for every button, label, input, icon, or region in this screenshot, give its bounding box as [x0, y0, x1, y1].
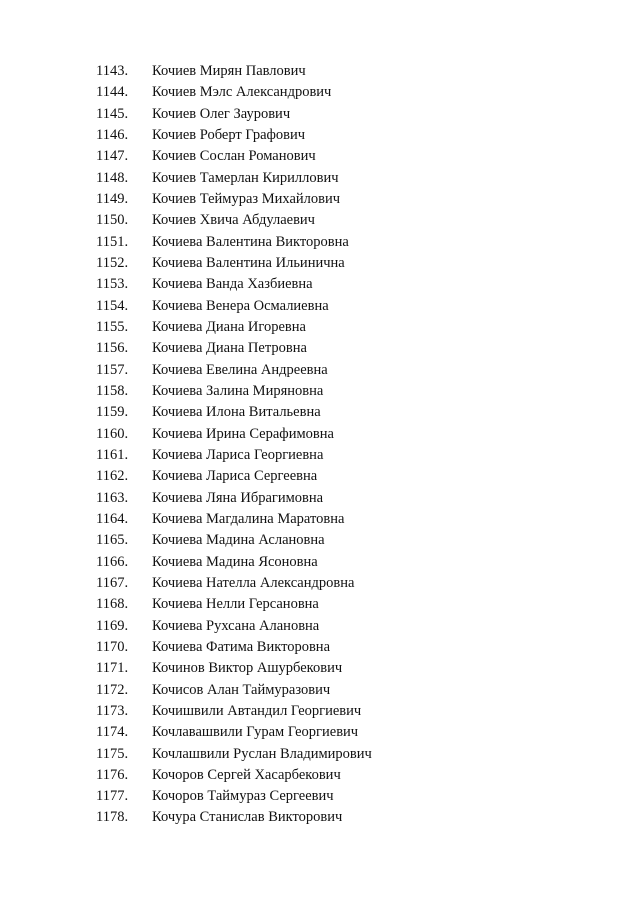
entry-number: 1178.: [96, 809, 129, 826]
entry-name: Кочоров Таймураз Сергеевич: [152, 788, 334, 805]
list-item: [0, 445, 640, 466]
entry-name: Кочиев Мирян Павлович: [152, 63, 306, 79]
entry-number: 1175.: [96, 745, 129, 762]
entry-number: 1172.: [96, 681, 129, 698]
list-item: [0, 680, 640, 701]
entry-number: 1154.: [96, 297, 129, 314]
entry-name: Кочиева Илона Витальевна: [152, 404, 321, 421]
entry-name: Кочлавашвили Гурам Георгиевич: [152, 724, 359, 741]
entry-name: Кочиев Олег Заурович: [152, 105, 291, 122]
entry-name: Кочиева Венера Осмалиевна: [152, 297, 329, 314]
entry-name: Кочиева Магдалина Маратовна: [152, 510, 345, 527]
entry-name: Кочиев Роберт Графович: [152, 126, 306, 143]
list-item: [0, 594, 640, 615]
list-item: [0, 146, 640, 167]
entry-name: Кочиева Ирина Серафимовна: [152, 425, 334, 442]
list-item: [0, 466, 640, 487]
entry-number: 1168.: [96, 596, 129, 613]
list-item: [0, 210, 640, 231]
list-item: [0, 701, 640, 722]
entry-number: 1174.: [96, 724, 129, 741]
entry-name: Кочиева Нелли Герсановна: [152, 596, 319, 613]
entry-number: 1148.: [96, 169, 129, 186]
entry-number: 1157.: [96, 361, 129, 378]
list-item: [0, 360, 640, 381]
entry-name: Кочишвили Автандил Георгиевич: [152, 702, 362, 719]
list-item: [0, 573, 640, 594]
entry-name: Кочиева Валентина Викторовна: [152, 233, 349, 250]
entry-number: 1162.: [96, 468, 129, 485]
entry-name: Кочиева Диана Игоревна: [152, 318, 306, 335]
entry-number: 1173.: [96, 702, 129, 719]
entry-number: 1159.: [96, 404, 129, 421]
entry-name: Кочиев Теймураз Михайлович: [152, 190, 341, 207]
list-item: [0, 616, 640, 637]
list-item: [0, 424, 640, 445]
entry-name: Кочиева Нателла Александровна: [152, 574, 355, 591]
entry-number: 1164.: [96, 510, 129, 527]
entry-number: 1169.: [96, 617, 129, 634]
entry-name: Кочиева Евелина Андреевна: [152, 361, 328, 378]
list-item: [0, 744, 640, 765]
entry-number: 1176.: [96, 766, 129, 783]
entry-name: Кочиева Валентина Ильинична: [152, 254, 345, 271]
entry-number: 1163.: [96, 489, 129, 506]
name-list: [0, 61, 640, 829]
entry-name: Кочиева Ляна Ибрагимовна: [152, 489, 324, 506]
entry-name: Кочиева Ванда Хазбиевна: [152, 276, 313, 293]
entry-name: Кочиев Мэлс Александрович: [152, 84, 332, 101]
entry-name: Кочиева Рухсана Алановна: [152, 617, 320, 634]
entry-name: Кочиева Фатима Викторовна: [152, 638, 331, 655]
entry-number: 1156.: [96, 340, 129, 357]
entry-number: 1161.: [96, 446, 129, 463]
entry-number: 1151.: [96, 233, 129, 250]
list-item: [0, 125, 640, 146]
entry-number: 1167.: [96, 574, 129, 591]
list-item: [0, 61, 640, 82]
list-item: [0, 296, 640, 317]
list-item: [0, 232, 640, 253]
list-item: [0, 381, 640, 402]
entry-number: 1165.: [96, 532, 129, 549]
list-item: [0, 402, 640, 423]
entry-name: Кочиев Хвича Абдулаевич: [152, 212, 315, 229]
list-item: [0, 765, 640, 786]
entry-number: 1155.: [96, 318, 129, 335]
entry-name: Кочиева Лариса Сергеевна: [152, 468, 318, 485]
list-item: [0, 338, 640, 359]
list-item: [0, 82, 640, 103]
entry-name: Кочиев Сослан Романович: [152, 148, 316, 165]
list-item: [0, 253, 640, 274]
list-item: [0, 658, 640, 679]
list-item: [0, 274, 640, 295]
entry-number: 1160.: [96, 425, 129, 442]
entry-name: Кочиева Мадина Ясоновна: [152, 553, 318, 570]
list-item: [0, 637, 640, 658]
entry-number: 1145.: [96, 105, 129, 122]
entry-name: Кочиева Мадина Аслановна: [152, 532, 325, 549]
entry-name: Кочура Станислав Викторович: [152, 809, 343, 826]
list-item: [0, 168, 640, 189]
entry-name: Кочлашвили Руслан Владимирович: [152, 745, 372, 762]
entry-name: Кочоров Сергей Хасарбекович: [152, 766, 341, 783]
list-item: [0, 552, 640, 573]
list-item: [0, 722, 640, 743]
list-item: [0, 509, 640, 530]
entry-number: 1158.: [96, 382, 129, 399]
entry-number: 1152.: [96, 254, 129, 271]
entry-name: Кочиев Тамерлан Кириллович: [152, 169, 339, 186]
list-item: [0, 807, 640, 828]
entry-number: 1144.: [96, 84, 129, 101]
list-item: [0, 317, 640, 338]
entry-number: 1153.: [96, 276, 129, 293]
entry-number: 1149.: [96, 190, 129, 207]
entry-number: 1150.: [96, 212, 129, 229]
entry-number: 1166.: [96, 553, 129, 570]
entry-name: Кочиева Лариса Георгиевна: [152, 446, 324, 463]
entry-number: 1147.: [96, 148, 129, 165]
list-item: [0, 530, 640, 551]
list-item: [0, 104, 640, 125]
entry-name: Кочинов Виктор Ашурбекович: [152, 660, 343, 677]
list-item: [0, 488, 640, 509]
list-item: [0, 786, 640, 807]
entry-number: 1171.: [96, 660, 129, 677]
entry-name: Кочиева Залина Миряновна: [152, 382, 324, 399]
entry-number: 1170.: [96, 638, 129, 655]
list-item: [0, 189, 640, 210]
entry-number: 1143.: [96, 63, 129, 79]
entry-name: Кочисов Алан Таймуразович: [152, 681, 331, 698]
entry-number: 1146.: [96, 126, 129, 143]
entry-number: 1177.: [96, 788, 129, 805]
entry-name: Кочиева Диана Петровна: [152, 340, 307, 357]
